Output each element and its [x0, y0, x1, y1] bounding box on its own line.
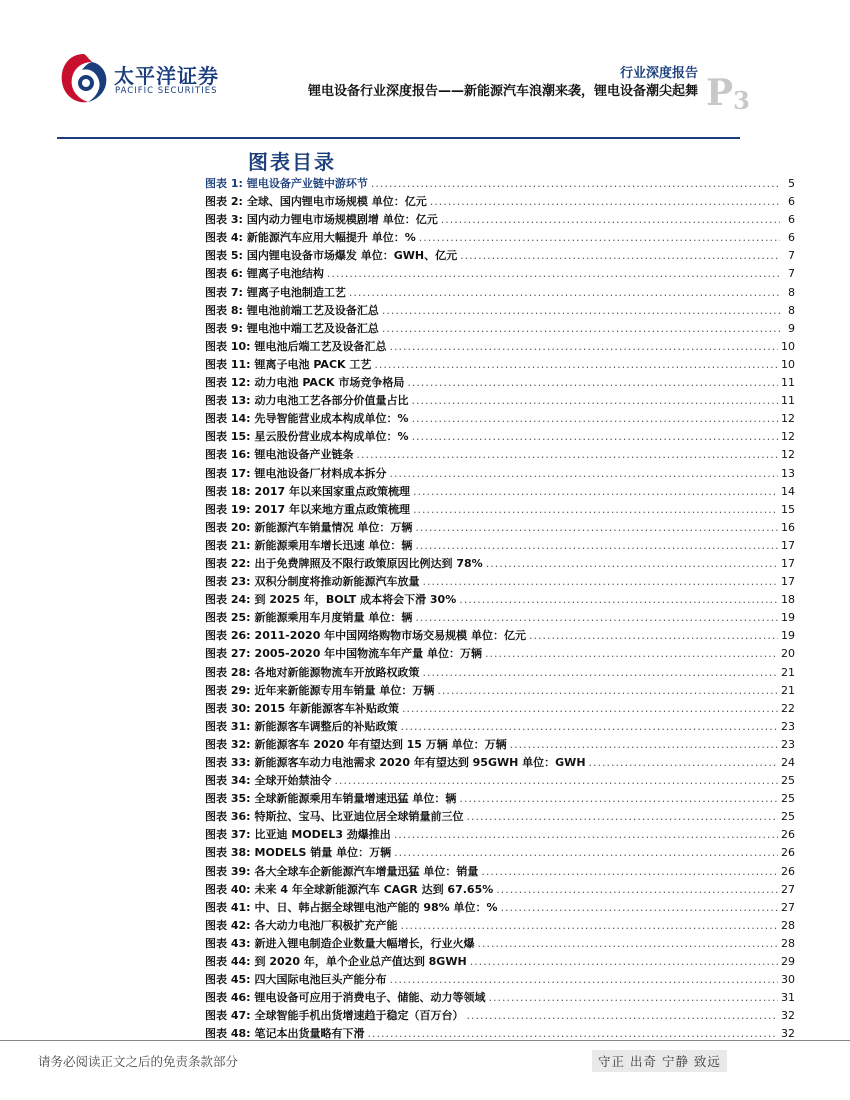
- toc-leader-dots: [371, 177, 780, 190]
- toc-entry-number: 图表 4:: [205, 231, 243, 245]
- toc-entry[interactable]: [205, 682, 795, 700]
- toc-entry[interactable]: [205, 881, 795, 899]
- toc-entry-number: 图表 36:: [205, 810, 251, 824]
- toc-entry-page: 17: [781, 538, 795, 552]
- toc-leader-dots: [478, 937, 778, 950]
- toc-leader-dots: [529, 629, 778, 642]
- toc-entry-title: 锂电池后端工艺及设备汇总: [254, 339, 387, 353]
- toc-leader-dots: [470, 955, 778, 968]
- toc-leader-dots: [423, 575, 778, 588]
- toc-entry-page: 27: [781, 882, 795, 896]
- toc-entry-page: 32: [781, 1009, 795, 1023]
- toc-entry[interactable]: [205, 844, 795, 862]
- toc-entry[interactable]: [205, 428, 795, 446]
- toc-entry-number: 图表 26:: [205, 629, 251, 643]
- toc-entry-number: 图表 23:: [205, 575, 251, 589]
- toc-entry-number: 图表 34:: [205, 774, 251, 788]
- toc-entry-title: 各大动力电池厂积极扩充产能: [254, 918, 398, 932]
- page-letter: P: [706, 72, 734, 114]
- toc-entry-title: 锂电池前端工艺及设备汇总: [246, 303, 379, 317]
- toc-entry-page: 12: [781, 412, 795, 426]
- page-number: 3: [733, 86, 750, 115]
- toc-leader-dots: [412, 412, 778, 425]
- toc-entry-title: 锂电设备产业链中游环节: [246, 177, 368, 190]
- toc-leader-dots: [407, 376, 778, 389]
- toc-entry-number: 图表 11:: [205, 357, 251, 371]
- toc-entry-page: 31: [781, 991, 795, 1005]
- toc-entry-page: 19: [781, 629, 795, 643]
- toc-entry-page: 8: [788, 303, 795, 317]
- toc-leader-dots: [394, 828, 778, 841]
- toc-entry-number: 图表 21:: [205, 538, 251, 552]
- toc-entry-number: 图表 37:: [205, 828, 251, 842]
- toc-entry-number: 图表 3:: [205, 213, 243, 227]
- toc-entry-number: 图表 39:: [205, 864, 251, 878]
- toc-entry-page: 16: [781, 520, 795, 534]
- toc-entry-title: 各大全球车企新能源汽车增量迅猛 单位：销量: [254, 864, 479, 878]
- toc-entry[interactable]: [205, 790, 795, 808]
- toc-leader-dots: [374, 358, 778, 371]
- toc-leader-dots: [390, 340, 778, 353]
- toc-entry-number: 图表 30:: [205, 701, 251, 715]
- toc-leader-dots: [481, 865, 778, 878]
- toc-entry-title: 近年来新能源专用车销量 单位：万辆: [254, 683, 435, 697]
- toc-leader-dots: [441, 213, 780, 226]
- toc-entry-title: 笔记本出货量略有下滑: [254, 1027, 365, 1041]
- toc-entry-number: 图表 24:: [205, 593, 251, 607]
- toc-entry[interactable]: [205, 265, 795, 283]
- page-header: [0, 0, 850, 145]
- toc-entry-title: 星云股份营业成本构成单位：%: [254, 430, 409, 444]
- toc-entry-title: 2011-2020 年中国网络购物市场交易规模 单位：亿元: [254, 629, 527, 643]
- toc-entry-title: 全球智能手机出货增速趋于稳定（百万台）: [254, 1009, 464, 1023]
- toc-entry-page: 6: [788, 231, 795, 245]
- toc-entry[interactable]: [205, 917, 795, 935]
- toc-entry[interactable]: [205, 519, 795, 537]
- toc-entry[interactable]: [205, 211, 795, 229]
- toc-entry-title: 2005-2020 年中国物流车年产量 单位：万辆: [254, 647, 483, 661]
- toc-entry-title: 全球、国内锂电市场规模 单位：亿元: [246, 195, 427, 209]
- toc-entry-title: 锂电池设备厂材料成本拆分: [254, 466, 387, 480]
- toc-entry-number: 图表 10:: [205, 339, 251, 353]
- toc-leader-dots: [412, 394, 778, 407]
- toc-entry-number: 图表 9:: [205, 321, 243, 335]
- toc-leader-dots: [415, 611, 778, 624]
- toc-entry-page: 18: [781, 593, 795, 607]
- toc-leader-dots: [430, 195, 780, 208]
- toc-leader-dots: [415, 539, 778, 552]
- toc-entry[interactable]: [205, 591, 795, 609]
- toc-leader-dots: [437, 684, 778, 697]
- toc-leader-dots: [489, 991, 778, 1004]
- toc-entry-title: 锂电设备可应用于消费电子、储能、动力等领域: [254, 991, 486, 1005]
- toc-entry-title: 新能源汽车应用大幅提升 单位：%: [246, 231, 416, 245]
- toc-entry[interactable]: [205, 754, 795, 772]
- toc-entry-title: 四大国际电池巨头产能分布: [254, 973, 387, 987]
- toc-entry-page: 25: [781, 774, 795, 788]
- toc-entry-title: 出于免费牌照及不限行政策原因比例达到 78%: [254, 556, 483, 570]
- toc-entry-page: 26: [781, 846, 795, 860]
- toc-entry[interactable]: [205, 989, 795, 1007]
- toc-entry-page: 21: [781, 665, 795, 679]
- toc-leader-dots: [357, 448, 778, 461]
- toc-entry-title: 先导智能营业成本构成单位：%: [254, 412, 409, 426]
- toc-entry-page: 10: [781, 339, 795, 353]
- toc-entry-page: 26: [781, 864, 795, 878]
- toc-entry-page: 28: [781, 918, 795, 932]
- toc-leader-dots: [349, 286, 780, 299]
- header-divider: [57, 137, 740, 139]
- toc-entry-title: 中、日、韩占据全球锂电池产能的 98% 单位：%: [254, 900, 498, 914]
- report-title: 锂电设备行业深度报告——新能源汽车浪潮来袭，锂电设备潮尖起舞: [307, 84, 698, 99]
- toc-leader-dots: [510, 738, 778, 751]
- toc-leader-dots: [415, 521, 778, 534]
- toc-entry-page: 24: [781, 756, 795, 769]
- toc-entry-page: 15: [781, 502, 795, 516]
- toc-entry-number: 图表 15:: [205, 430, 251, 444]
- toc-entry-title: 国内锂电设备市场爆发 单位：GWH、亿元: [246, 249, 458, 263]
- toc-leader-dots: [467, 810, 778, 823]
- toc-entry-number: 图表 46:: [205, 991, 251, 1005]
- toc-entry-page: 11: [781, 376, 795, 390]
- toc-entry-title: 全球新能源乘用车销量增速迅猛 单位：辆: [254, 792, 457, 806]
- toc-entry-page: 14: [781, 484, 795, 498]
- toc-entry-page: 23: [781, 719, 795, 733]
- toc-entry-page: 12: [781, 448, 795, 462]
- toc-entry-title: 到 2025 年，BOLT 成本将会下滑 30%: [254, 593, 457, 607]
- logo-chinese-name: 太平洋证券: [114, 64, 219, 88]
- toc-entry-title: 比亚迪 MODEL3 劲爆推出: [254, 828, 391, 842]
- toc-entry-page: 8: [788, 285, 795, 299]
- toc-leader-dots: [390, 467, 778, 480]
- toc-entry-number: 图表 47:: [205, 1009, 251, 1023]
- toc-entry[interactable]: [205, 772, 795, 790]
- toc-entry-number: 图表 13:: [205, 394, 251, 408]
- toc-entry-page: 28: [781, 936, 795, 950]
- toc-entry-title: 新能源客车 2020 年有望达到 15 万辆 单位：万辆: [254, 737, 507, 751]
- toc-entry-title: 国内动力锂电市场规模剧增 单位：亿元: [246, 213, 438, 227]
- toc-leader-dots: [413, 485, 778, 498]
- toc-entry-title: MODELS 销量 单位：万辆: [254, 846, 392, 860]
- toc-entry-title: 新进入锂电制造企业数量大幅增长，行业火爆: [254, 936, 475, 950]
- toc-entry-number: 图表 42:: [205, 918, 251, 932]
- toc-leader-dots: [401, 919, 778, 932]
- toc-entry-number: 图表 35:: [205, 792, 251, 806]
- toc-entry-number: 图表 7:: [205, 285, 243, 299]
- toc-entry-page: 7: [788, 249, 795, 263]
- toc-heading: 图表目录: [248, 150, 336, 174]
- footer-divider: [0, 1040, 850, 1041]
- toc-entry[interactable]: [205, 356, 795, 374]
- toc-entry-number: 图表 1:: [205, 177, 243, 190]
- toc-entry-page: 6: [788, 195, 795, 209]
- toc-entry-number: 图表 16:: [205, 448, 251, 462]
- toc-entry-page: 30: [781, 973, 795, 987]
- toc-entry-title: 新能源乘用车增长迅速 单位：辆: [254, 538, 413, 552]
- toc-entry-title: 动力电池工艺各部分价值量占比: [254, 394, 409, 408]
- toc-leader-dots: [394, 846, 778, 859]
- toc-entry-page: 22: [781, 701, 795, 715]
- toc-entry-page: 17: [781, 575, 795, 589]
- toc-entry-number: 图表 6:: [205, 267, 243, 281]
- page-number-mark: [706, 72, 750, 114]
- toc-entry-number: 图表 40:: [205, 882, 251, 896]
- toc-entry-title: 锂离子电池结构: [246, 267, 324, 281]
- toc-entry[interactable]: [205, 229, 795, 247]
- toc-leader-dots: [467, 1009, 778, 1022]
- toc-entry-title: 新能源客车动力电池需求 2020 年有望达到 95GWH 单位：GWH: [254, 756, 586, 769]
- toc-entry-number: 图表 31:: [205, 719, 251, 733]
- toc-entry-number: 图表 29:: [205, 683, 251, 697]
- toc-entry-number: 图表 25:: [205, 611, 251, 625]
- toc-leader-dots: [413, 503, 778, 516]
- toc-entry-number: 图表 19:: [205, 502, 251, 516]
- toc-entry[interactable]: [205, 700, 795, 718]
- toc-entry[interactable]: [205, 247, 795, 265]
- toc-entry[interactable]: [205, 826, 795, 844]
- toc-entry-number: 图表 48:: [205, 1027, 251, 1041]
- toc-entry-title: 锂电池中端工艺及设备汇总: [246, 321, 379, 335]
- toc-entry-page: 17: [781, 556, 795, 570]
- toc-entry-page: 32: [781, 1027, 795, 1041]
- toc-leader-dots: [382, 304, 780, 317]
- toc-entry-page: 26: [781, 828, 795, 842]
- toc-entry-title: 新能源乘用车月度销量 单位：辆: [254, 611, 413, 625]
- toc-entry-title: 2017 年以来地方重点政策梳理: [254, 502, 410, 516]
- toc-entry-number: 图表 2:: [205, 195, 243, 209]
- toc-entry-title: 动力电池 PACK 市场竞争格局: [254, 376, 405, 390]
- toc-entry-title: 锂电池设备产业链条: [254, 448, 354, 462]
- table-of-figures: [205, 175, 795, 1044]
- toc-entry[interactable]: [205, 175, 795, 193]
- toc-entry-title: 未来 4 年全球新能源汽车 CAGR 达到 67.65%: [254, 882, 494, 896]
- toc-entry-page: 6: [788, 213, 795, 227]
- toc-entry-page: 25: [781, 792, 795, 806]
- toc-entry-page: 25: [781, 810, 795, 824]
- toc-entry-page: 21: [781, 683, 795, 697]
- toc-entry-title: 双积分制度将推动新能源汽车放量: [254, 575, 420, 589]
- toc-entry-title: 新能源汽车销量情况 单位：万辆: [254, 520, 413, 534]
- toc-leader-dots: [402, 702, 778, 715]
- toc-leader-dots: [589, 756, 778, 769]
- toc-entry[interactable]: [205, 446, 795, 464]
- toc-entry-number: 图表 32:: [205, 737, 251, 751]
- toc-entry[interactable]: [205, 302, 795, 320]
- toc-entry-number: 图表 18:: [205, 484, 251, 498]
- footer-motto: 守正 出奇 宁静 致远: [592, 1050, 727, 1072]
- toc-entry-page: 20: [781, 647, 795, 661]
- toc-entry-number: 图表 45:: [205, 973, 251, 987]
- toc-leader-dots: [501, 901, 778, 914]
- toc-entry-title: 各地对新能源物流车开放路权政策: [254, 665, 420, 679]
- company-logo: [58, 50, 258, 110]
- toc-entry-number: 图表 5:: [205, 249, 243, 263]
- toc-entry-number: 图表 27:: [205, 647, 251, 661]
- toc-leader-dots: [423, 666, 778, 679]
- toc-leader-dots: [496, 883, 778, 896]
- toc-entry-title: 2017 年以来国家重点政策梳理: [254, 484, 410, 498]
- report-type-label: 行业深度报告: [619, 66, 698, 81]
- toc-leader-dots: [412, 430, 778, 443]
- toc-leader-dots: [382, 322, 780, 335]
- toc-leader-dots: [459, 792, 778, 805]
- toc-entry-page: 19: [781, 611, 795, 625]
- toc-leader-dots: [390, 973, 778, 986]
- toc-leader-dots: [486, 557, 778, 570]
- toc-entry-page: 29: [781, 955, 795, 969]
- toc-entry-page: 23: [781, 737, 795, 751]
- toc-entry-number: 图表 17:: [205, 466, 251, 480]
- toc-leader-dots: [419, 231, 780, 244]
- toc-entry-page: 10: [781, 357, 795, 371]
- toc-entry-number: 图表 8:: [205, 303, 243, 317]
- toc-entry-title: 特斯拉、宝马、比亚迪位居全球销量前三位: [254, 810, 464, 824]
- toc-entry-number: 图表 22:: [205, 556, 251, 570]
- toc-entry-title: 全球开始禁油令: [254, 774, 332, 788]
- toc-entry-page: 11: [781, 394, 795, 408]
- toc-entry[interactable]: [205, 465, 795, 483]
- toc-entry-page: 7: [788, 267, 795, 281]
- toc-entry-number: 图表 43:: [205, 936, 251, 950]
- toc-entry[interactable]: [205, 1007, 795, 1025]
- toc-entry[interactable]: [205, 899, 795, 917]
- toc-entry-number: 图表 20:: [205, 520, 251, 534]
- toc-entry[interactable]: [205, 483, 795, 501]
- pacific-logo-icon: [58, 50, 110, 106]
- toc-entry-page: 13: [781, 466, 795, 480]
- toc-entry-number: 图表 14:: [205, 412, 251, 426]
- toc-entry[interactable]: [205, 627, 795, 645]
- toc-entry[interactable]: [205, 410, 795, 428]
- toc-entry-title: 到 2020 年，单个企业总产值达到 8GWH: [254, 955, 467, 969]
- toc-entry[interactable]: [205, 555, 795, 573]
- toc-entry[interactable]: [205, 284, 795, 302]
- toc-entry[interactable]: [205, 609, 795, 627]
- toc-entry-number: 图表 28:: [205, 665, 251, 679]
- toc-leader-dots: [368, 1027, 778, 1040]
- toc-leader-dots: [485, 647, 778, 660]
- toc-entry[interactable]: [205, 736, 795, 754]
- toc-entry[interactable]: [205, 863, 795, 881]
- toc-entry-title: 2015 年新能源客车补贴政策: [254, 701, 399, 715]
- toc-entry[interactable]: [205, 718, 795, 736]
- toc-entry[interactable]: [205, 953, 795, 971]
- toc-entry[interactable]: [205, 501, 795, 519]
- logo-english-name: PACIFIC SECURITIES: [115, 86, 218, 96]
- toc-entry[interactable]: [205, 392, 795, 410]
- toc-entry[interactable]: [205, 935, 795, 953]
- toc-leader-dots: [460, 249, 780, 262]
- toc-entry-number: 图表 38:: [205, 846, 251, 860]
- toc-entry-number: 图表 44:: [205, 955, 251, 969]
- toc-entry[interactable]: [205, 573, 795, 591]
- toc-entry[interactable]: [205, 537, 795, 555]
- toc-entry[interactable]: [205, 645, 795, 663]
- toc-leader-dots: [335, 774, 778, 787]
- toc-leader-dots: [459, 593, 778, 606]
- toc-entry[interactable]: [205, 193, 795, 211]
- toc-entry-title: 锂离子电池 PACK 工艺: [254, 357, 372, 371]
- toc-entry[interactable]: [205, 374, 795, 392]
- toc-entry-page: 27: [781, 900, 795, 914]
- toc-leader-dots: [327, 267, 780, 280]
- toc-entry-title: 锂离子电池制造工艺: [246, 285, 346, 299]
- toc-entry-number: 图表 41:: [205, 900, 251, 914]
- toc-leader-dots: [401, 720, 778, 733]
- toc-entry-page: 9: [788, 321, 795, 335]
- toc-entry-number: 图表 12:: [205, 376, 251, 390]
- toc-entry-number: 图表 33:: [205, 756, 251, 769]
- toc-entry[interactable]: [205, 664, 795, 682]
- footer-disclaimer: 请务必阅读正文之后的免责条款部分: [38, 1054, 239, 1069]
- toc-entry[interactable]: [205, 808, 795, 826]
- toc-entry[interactable]: [205, 971, 795, 989]
- toc-entry-title: 新能源客车调整后的补贴政策: [254, 719, 398, 733]
- toc-entry[interactable]: [205, 320, 795, 338]
- toc-entry-page: 12: [781, 430, 795, 444]
- toc-entry-page: 5: [788, 177, 795, 190]
- toc-entry[interactable]: [205, 338, 795, 356]
